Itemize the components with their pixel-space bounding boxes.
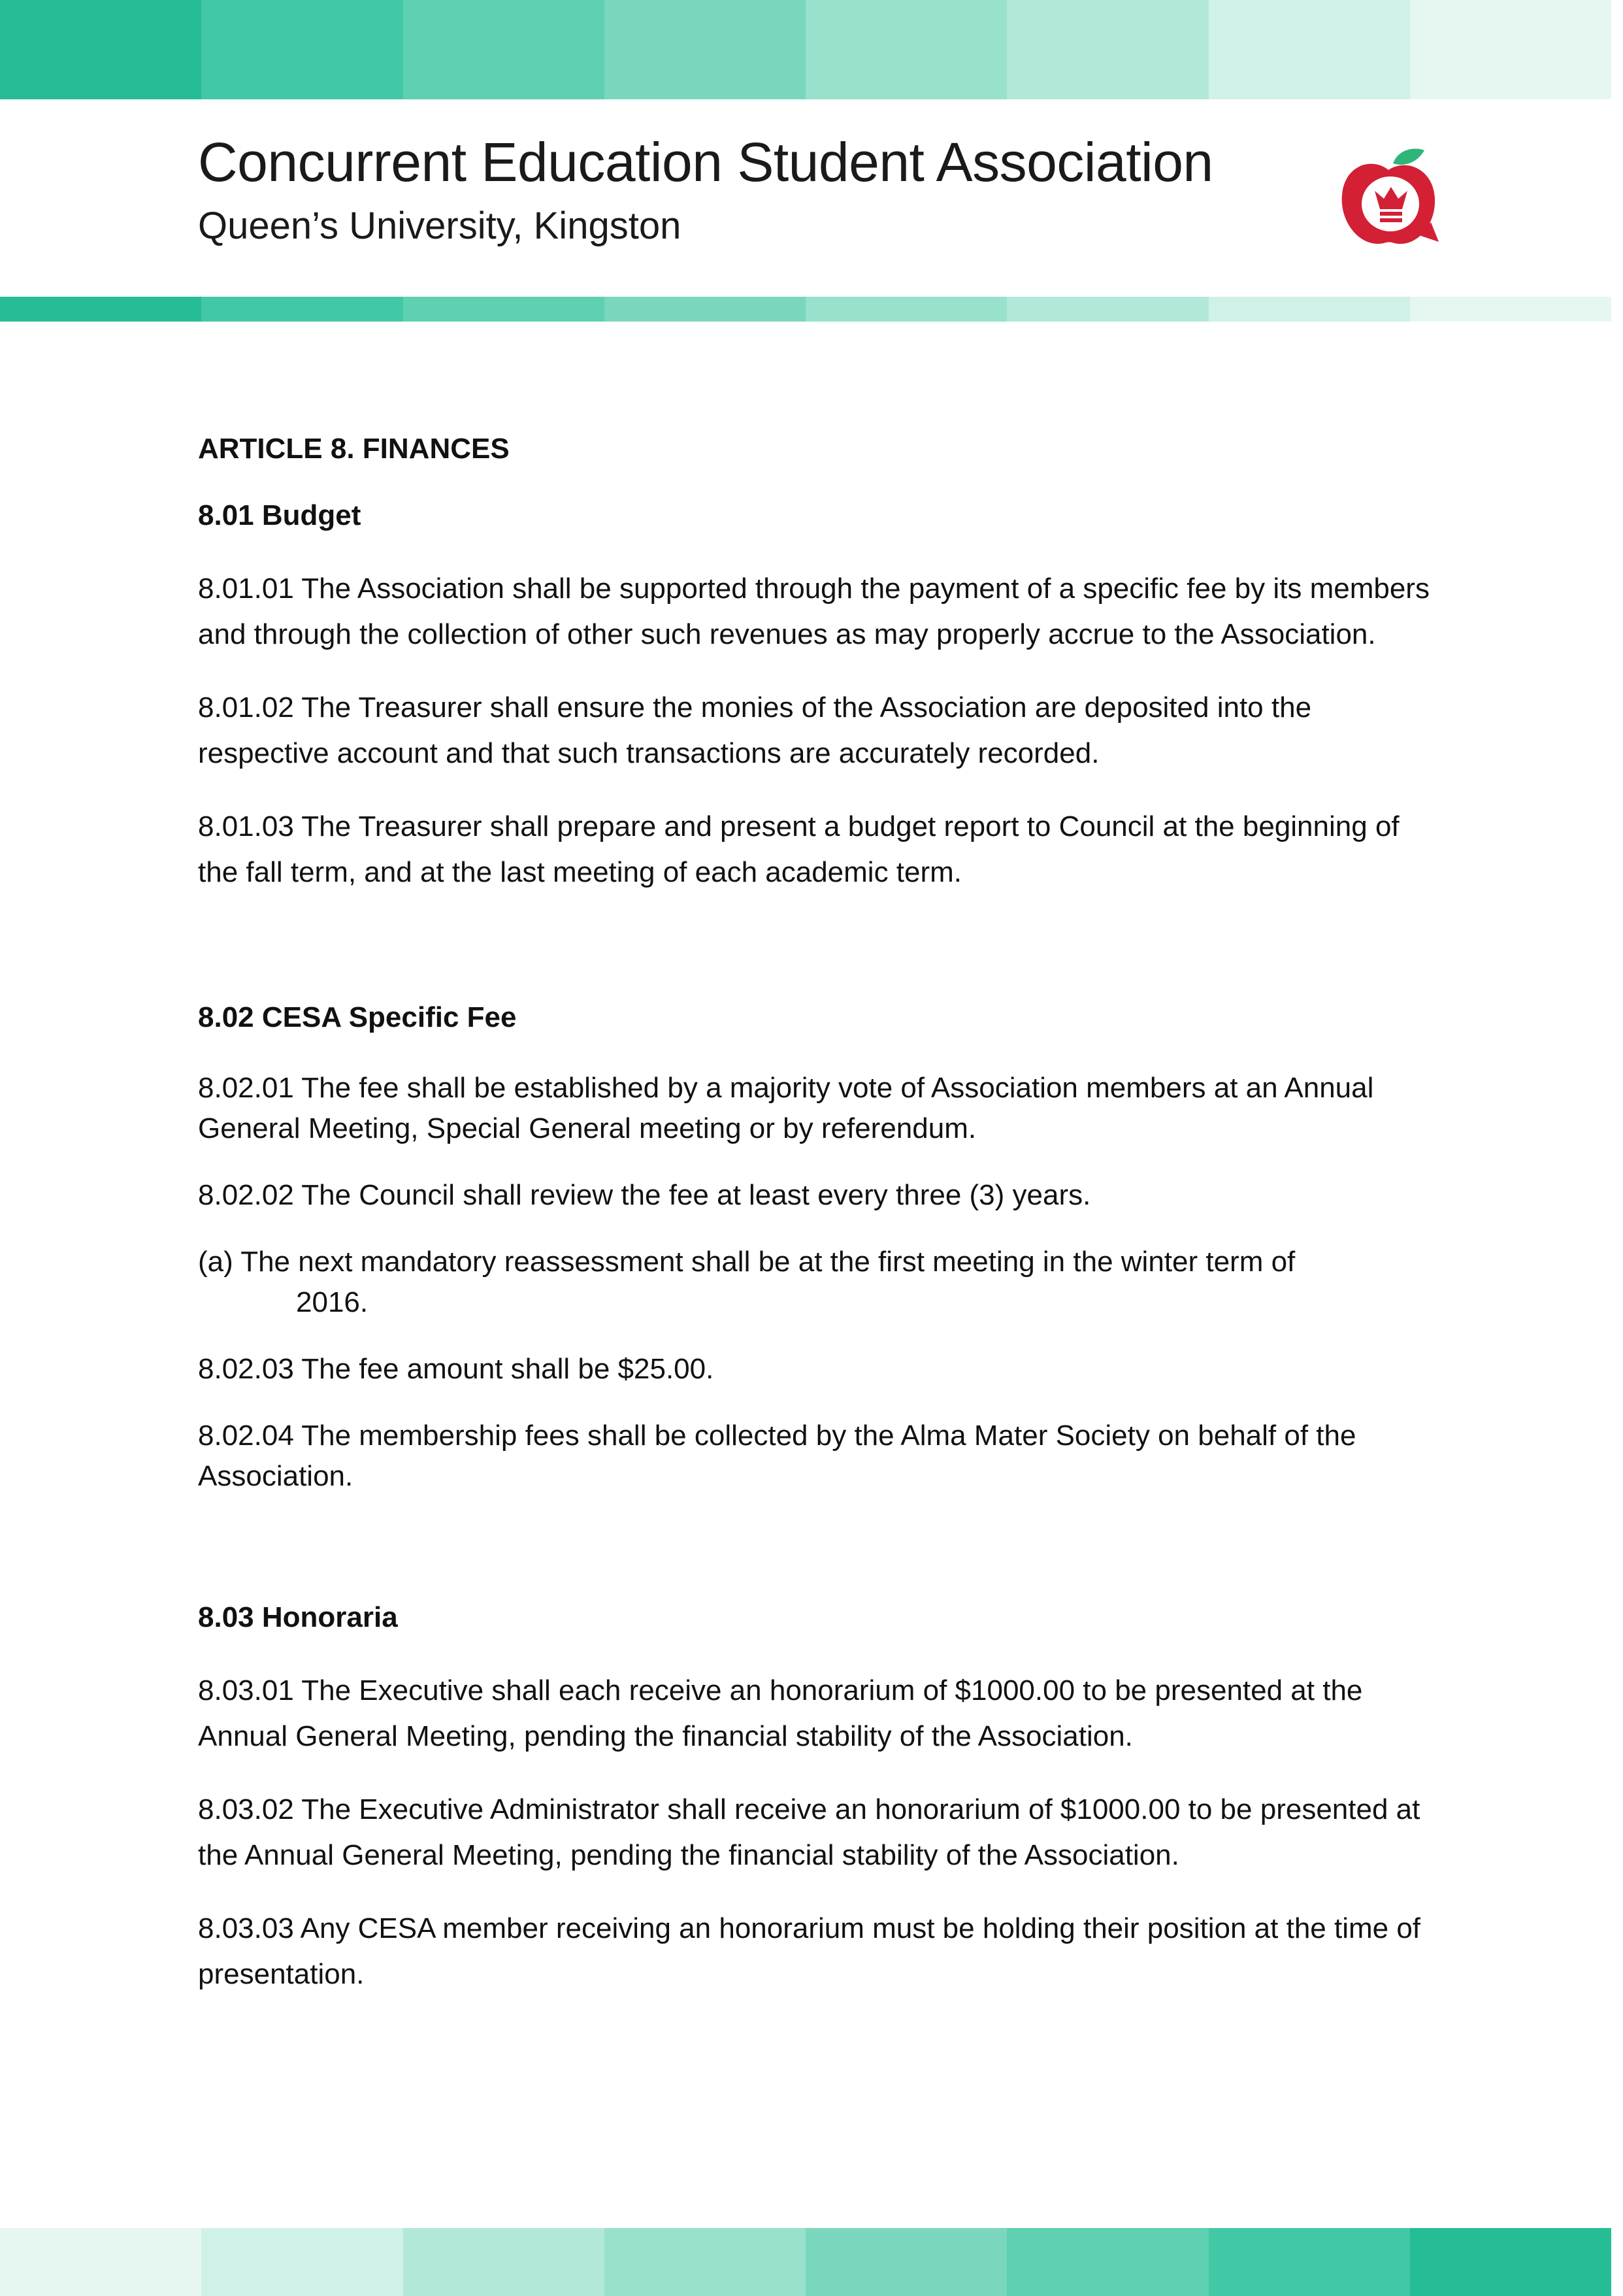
band-segment	[201, 2228, 402, 2296]
section-heading: 8.01 Budget	[198, 499, 361, 531]
band-segment	[1410, 2228, 1611, 2296]
apple-crown-icon	[1333, 144, 1444, 255]
band-segment	[604, 0, 806, 99]
band-segment	[403, 0, 604, 99]
band-segment	[604, 297, 806, 322]
band-segment	[1007, 0, 1208, 99]
band-segment	[201, 297, 402, 322]
band-segment	[0, 0, 201, 99]
sub-clause-continuation: 2016.	[296, 1286, 369, 1318]
band-segment	[1209, 0, 1410, 99]
band-segment	[201, 0, 402, 99]
clause-paragraph: 8.02.02 The Council shall review the fee at least every three (3) years.	[198, 1179, 1091, 1211]
band-segment	[0, 297, 201, 322]
band-segment	[1410, 0, 1611, 99]
band-segment	[1209, 2228, 1410, 2296]
page-title: Concurrent Education Student Association	[198, 131, 1213, 193]
clause-paragraph: 8.01.03 The Treasurer shall prepare and present a budget report to Council at the beginning of the fall term, and at the last meeting of each academic term.	[198, 810, 1400, 888]
band-segment	[806, 297, 1007, 322]
clause-paragraph: 8.03.02 The Executive Administrator shall receive an honorarium of $1000.00 to be presented at the Annual General Meeting, pending the financial stability of the Association.	[198, 1793, 1420, 1871]
article-heading: ARTICLE 8. FINANCES	[198, 433, 510, 465]
header-color-band	[0, 0, 1611, 99]
section-spacer	[198, 1523, 1446, 1601]
section-heading: 8.03 Honoraria	[198, 1601, 398, 1633]
band-segment	[1007, 297, 1208, 322]
header-divider-band	[0, 297, 1611, 322]
band-segment	[403, 2228, 604, 2296]
band-segment	[1209, 297, 1410, 322]
document-body	[198, 425, 1446, 2025]
sub-clause-item	[198, 1242, 1446, 1323]
clause-paragraph: 8.02.01 The fee shall be established by a majority vote of Association members at an Annual General Meeting, Special General meeting or by referendum.	[198, 1072, 1374, 1144]
clause-paragraph: 8.03.01 The Executive shall each receive an honorarium of $1000.00 to be presented at the Annual General Meeting, pending the financial stability of the Association.	[198, 1674, 1363, 1752]
band-segment	[604, 2228, 806, 2296]
clause-paragraph: 8.01.02 The Treasurer shall ensure the monies of the Association are deposited into the respective account and that such transactions are accurately recorded.	[198, 691, 1312, 769]
section-spacer	[198, 923, 1446, 1001]
clause-paragraph: 8.03.03 Any CESA member receiving an honorarium must be holding their position at the time of presentation.	[198, 1912, 1421, 1990]
band-segment	[806, 0, 1007, 99]
band-segment	[806, 2228, 1007, 2296]
footer-color-band	[0, 2228, 1611, 2296]
page-subtitle: Queen’s University, Kingston	[198, 205, 681, 247]
band-segment	[0, 2228, 201, 2296]
sub-clause-text: (a) The next mandatory reassessment shall be at the first meeting in the winter term of	[198, 1246, 1296, 1278]
band-segment	[403, 297, 604, 322]
clause-paragraph: 8.02.03 The fee amount shall be $25.00.	[198, 1353, 714, 1385]
band-segment	[1410, 297, 1611, 322]
clause-paragraph: 8.01.01 The Association shall be supported through the payment of a specific fee by its members and through the collection of other such revenues as may properly accrue to the Association.	[198, 573, 1430, 650]
band-segment	[1007, 2228, 1208, 2296]
clause-paragraph: 8.02.04 The membership fees shall be collected by the Alma Mater Society on behalf of the Association.	[198, 1420, 1356, 1492]
section-heading: 8.02 CESA Specific Fee	[198, 1001, 517, 1033]
